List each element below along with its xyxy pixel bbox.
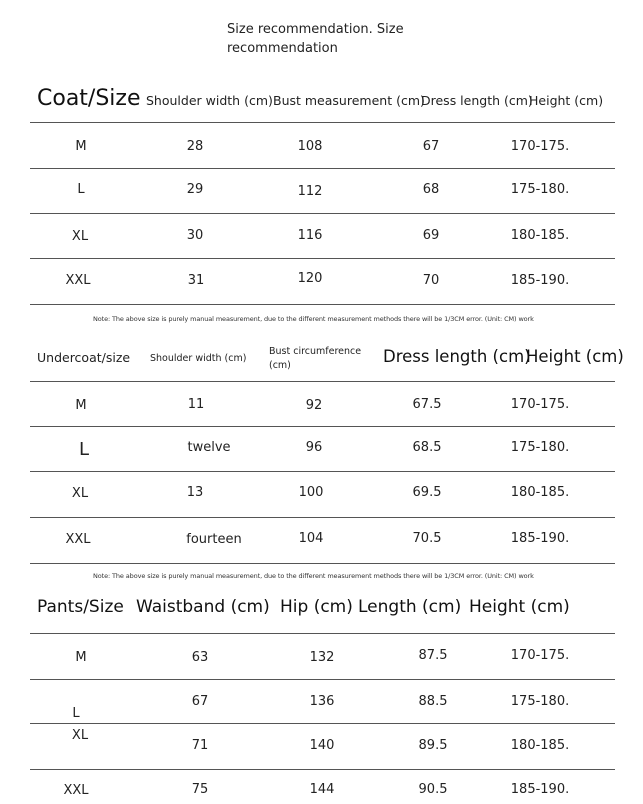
divider <box>30 769 615 770</box>
divider <box>30 426 615 427</box>
height-cell: 185-190. <box>510 782 570 797</box>
size-cell: L <box>77 182 85 197</box>
shoulder-cell: 11 <box>187 397 205 412</box>
divider <box>30 471 615 472</box>
bust-cell: 116 <box>297 228 323 243</box>
page-title: Size recommendation. Size recommendation <box>227 22 404 56</box>
pants-col-length: Length (cm) <box>358 597 462 617</box>
coat-col-bust: Bust measurement (cm) <box>273 93 425 108</box>
size-cell: M <box>75 398 87 413</box>
bust-cell: 100 <box>298 485 324 500</box>
coat-col-shoulder: Shoulder width (cm) <box>146 93 273 108</box>
height-cell: 180-185. <box>510 485 570 500</box>
undercoat-col-shoulder: Shoulder width (cm) <box>150 353 247 364</box>
pants-col-height: Height (cm) <box>469 597 570 617</box>
hip-cell: 140 <box>309 738 335 753</box>
height-cell: 185-190. <box>510 531 570 546</box>
pants-table-label: Pants/Size <box>37 597 124 617</box>
length-cell: 69.5 <box>412 485 442 500</box>
shoulder-cell: 31 <box>187 273 205 288</box>
waistband-cell: 63 <box>191 650 209 665</box>
bust-cell: 120 <box>297 271 323 286</box>
size-cell: XL <box>71 728 89 743</box>
hip-cell: 136 <box>309 694 335 709</box>
height-cell: 185-190. <box>510 273 570 288</box>
shoulder-cell: 28 <box>186 139 204 154</box>
length-cell: 90.5 <box>418 782 448 797</box>
pants-col-hip: Hip (cm) <box>280 597 353 617</box>
size-cell: XXL <box>63 783 89 798</box>
divider <box>30 723 615 724</box>
waistband-cell: 75 <box>191 782 209 797</box>
waistband-cell: 71 <box>191 738 209 753</box>
hip-cell: 132 <box>309 650 335 665</box>
undercoat-col-length: Dress length (cm) <box>383 347 531 366</box>
divider <box>30 122 615 123</box>
hip-cell: 144 <box>309 782 335 797</box>
coat-col-length: Dress length (cm) <box>421 93 533 108</box>
undercoat-table-label: Undercoat/size <box>37 350 131 365</box>
length-cell: 70.5 <box>412 531 442 546</box>
bust-cell: 112 <box>297 184 323 199</box>
length-cell: 67 <box>422 139 440 154</box>
length-cell: 88.5 <box>418 694 448 709</box>
height-cell: 170-175. <box>510 648 570 663</box>
shoulder-cell: 13 <box>186 485 204 500</box>
divider <box>30 633 615 634</box>
divider <box>30 213 615 214</box>
undercoat-col-bust: Bust circumference (cm) <box>269 346 362 371</box>
shoulder-cell: 29 <box>186 182 204 197</box>
measurement-note: Note: The above size is purely manual measurement, due to the different measurement methods there will be 1/3CM error. (Unit: CM) work <box>93 315 534 323</box>
length-cell: 69 <box>422 228 440 243</box>
measurement-note: Note: The above size is purely manual measurement, due to the different measurement methods there will be 1/3CM error. (Unit: CM) work <box>93 572 534 580</box>
length-cell: 68 <box>422 182 440 197</box>
divider <box>30 381 615 382</box>
height-cell: 180-185. <box>510 228 570 243</box>
size-cell: XXL <box>65 273 91 288</box>
length-cell: 87.5 <box>418 648 448 663</box>
shoulder-cell: 30 <box>186 228 204 243</box>
bust-cell: 96 <box>305 440 323 455</box>
divider <box>30 517 615 518</box>
divider <box>30 168 615 169</box>
height-cell: 175-180. <box>510 694 570 709</box>
height-cell: 170-175. <box>510 397 570 412</box>
bust-cell: 104 <box>298 531 324 546</box>
divider <box>30 258 615 259</box>
height-cell: 175-180. <box>510 182 570 197</box>
bust-cell: 108 <box>297 139 323 154</box>
coat-table-label: Coat/Size <box>37 86 141 111</box>
size-cell: XL <box>71 486 89 501</box>
height-cell: 180-185. <box>510 738 570 753</box>
divider <box>30 679 615 680</box>
height-cell: 175-180. <box>510 440 570 455</box>
coat-col-height: Height (cm) <box>529 93 604 108</box>
size-cell: L <box>78 439 90 460</box>
shoulder-cell: fourteen <box>186 532 242 547</box>
size-cell: M <box>75 650 87 665</box>
bust-cell: 92 <box>305 398 323 413</box>
shoulder-cell: twelve <box>187 440 231 455</box>
waistband-cell: 67 <box>191 694 209 709</box>
length-cell: 89.5 <box>418 738 448 753</box>
undercoat-col-height: Height (cm) <box>526 347 624 366</box>
height-cell: 170-175. <box>510 139 570 154</box>
length-cell: 70 <box>422 273 440 288</box>
size-cell: XXL <box>65 532 91 547</box>
length-cell: 67.5 <box>412 397 442 412</box>
length-cell: 68.5 <box>412 440 442 455</box>
pants-col-waistband: Waistband (cm) <box>136 597 270 617</box>
divider <box>30 304 615 305</box>
size-cell: XL <box>71 229 89 244</box>
size-cell: L <box>72 706 80 721</box>
size-cell: M <box>75 139 87 154</box>
divider <box>30 563 615 564</box>
